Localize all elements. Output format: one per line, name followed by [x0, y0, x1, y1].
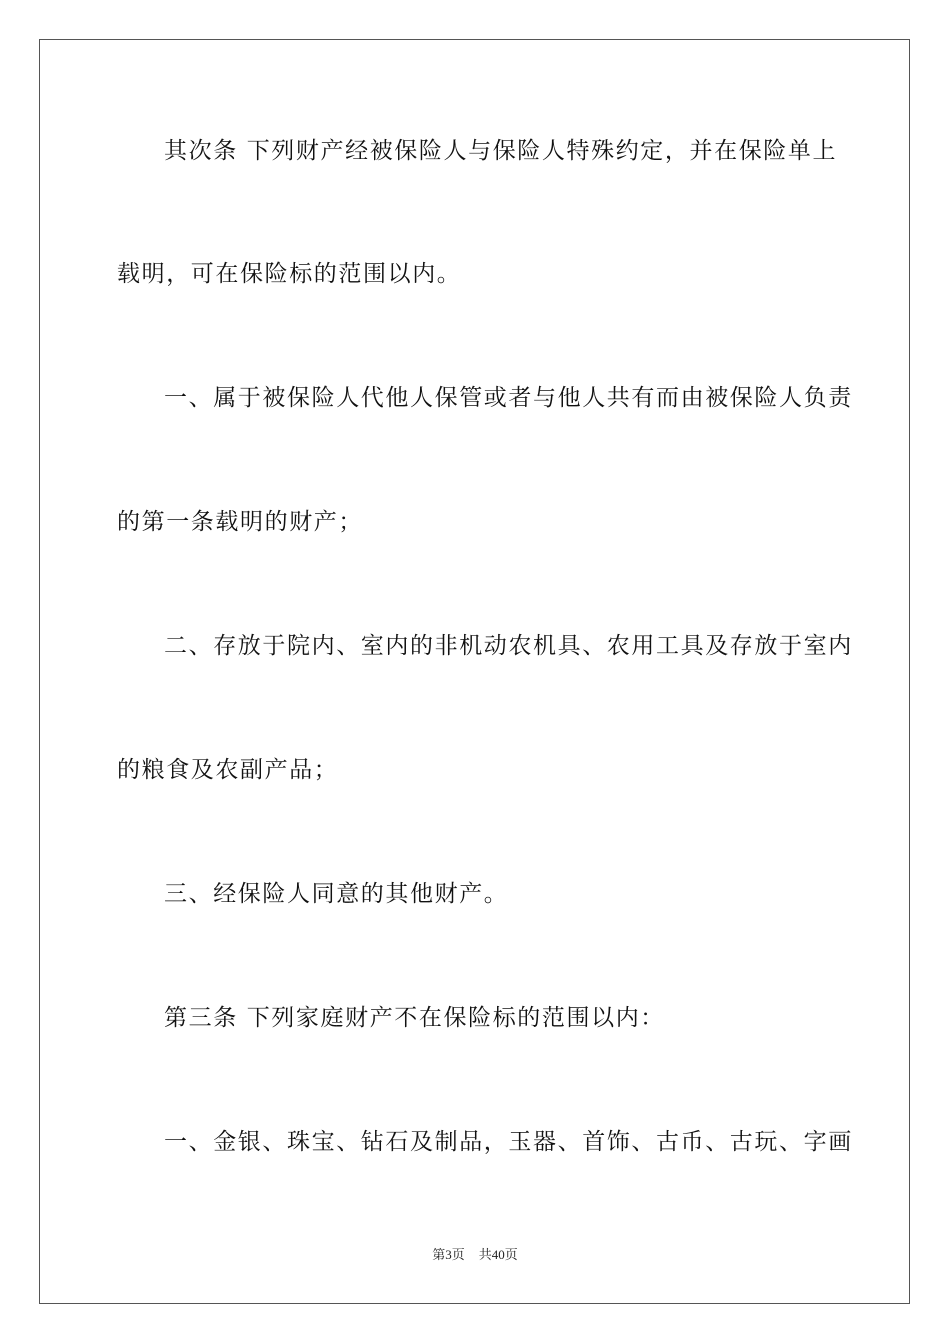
paragraph-line: 载明，可在保险标的范围以内。: [117, 261, 462, 287]
paragraph-line: 一、属于被保险人代他人保管或者与他人共有而由被保险人负责: [164, 385, 853, 411]
paragraph-line: 二、存放于院内、室内的非机动农机具、农用工具及存放于室内: [164, 633, 853, 659]
paragraph-line: 三、经保险人同意的其他财产。: [164, 881, 509, 907]
page-border: [39, 39, 910, 1304]
paragraph-line: 第三条 下列家庭财产不在保险标的范围以内：: [164, 1005, 665, 1031]
total-pages: 共40页: [478, 1247, 518, 1262]
paragraph-line: 的粮食及农副产品；: [117, 757, 339, 783]
paragraph-line: 其次条 下列财产经被保险人与保险人特殊约定，并在保险单上: [164, 138, 838, 164]
paragraph-line: 一、金银、珠宝、钻石及制品，玉器、首饰、古币、古玩、字画: [164, 1129, 853, 1155]
page-footer: [0, 1247, 950, 1263]
paragraph-line: 的第一条载明的财产；: [117, 509, 363, 535]
page-number: 第3页: [432, 1247, 465, 1262]
